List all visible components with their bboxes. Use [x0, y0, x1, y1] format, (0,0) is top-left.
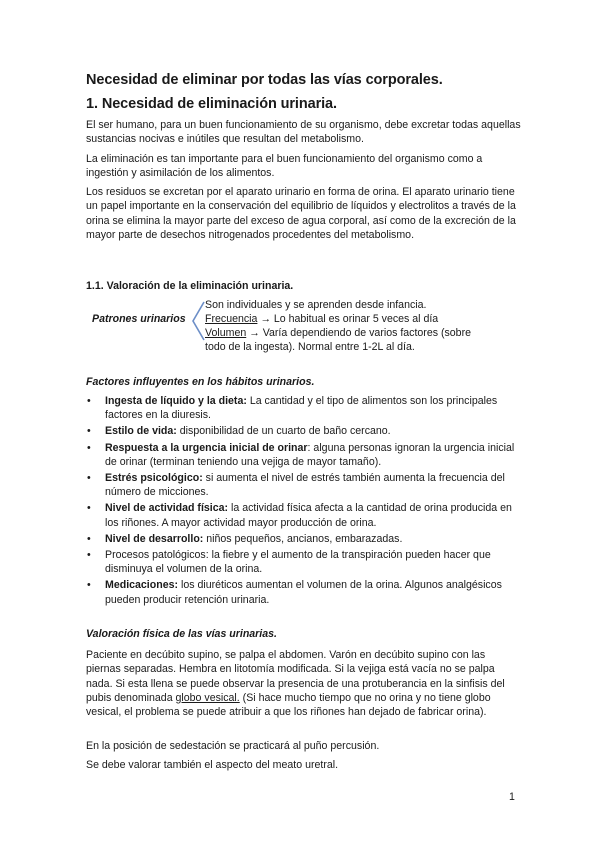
list-item: • Respuesta a la urgencia inicial de orinar: alguna personas ignoran la urgencia inicial de orinar (terminan teniendo una vejiga de mayor tamaño).	[87, 441, 515, 468]
brace-icon	[190, 300, 206, 344]
patrones-line-2	[205, 312, 525, 326]
volumen-term: Volumen	[205, 327, 247, 339]
bullet-icon: •	[87, 395, 91, 407]
paragraph-sedestacion: En la posición de sedestación se practicará al puño percusión.	[86, 740, 380, 752]
section-heading-1: 1. Necesidad de eliminación urinaria.	[86, 96, 337, 112]
paragraph-importance: La eliminación es tan importante para el buen funcionamiento del organismo como a ingestión y asimilación de los alimentos.	[86, 153, 483, 180]
paragraph-meato: Se debe valorar también el aspecto del meato uretral.	[86, 759, 339, 771]
bullet-icon: •	[87, 425, 91, 438]
list-item: • Estilo de vida: disponibilidad de un cuarto de baño cercano.	[87, 425, 391, 438]
bullet-icon: •	[87, 441, 91, 454]
list-item: • Estrés psicológico: si aumenta el nivel de estrés también aumenta la frecuencia del número de micciones.	[87, 472, 505, 499]
valoracion-heading: Valoración física de las vías urinarias.	[86, 628, 277, 640]
bullet-icon: •	[87, 532, 91, 545]
patrones-line-1: Son individuales y se aprenden desde infancia.	[205, 299, 427, 311]
frecuencia-term: Frecuencia	[205, 313, 258, 325]
factores-heading: Factores influyentes en los hábitos urinarios.	[86, 376, 315, 388]
list-item: • Nivel de desarrollo: niños pequeños, ancianos, embarazadas.	[87, 532, 403, 545]
bullet-icon: •	[87, 549, 91, 562]
bullet-icon: •	[87, 472, 91, 485]
patrones-label: Patrones urinarios	[92, 313, 186, 325]
factores-list	[86, 394, 526, 609]
document-title: Necesidad de eliminar por todas las vías corporales.	[86, 72, 443, 88]
volumen-text: → Varía dependiendo de varios factores (sobre	[246, 327, 471, 339]
list-item: • Medicaciones: los diuréticos aumentan el volumen de la orina. Algunos analgésicos pueden producir retención urinaria.	[87, 579, 502, 606]
paragraph-residues: Los residuos se excretan por el aparato urinario en forma de orina. El aparato urinario tiene un papel importante en la conservación del equilibrio de líquidos y electrolitos a través de la orina se elimina la mayor parte del exceso de agua corporal, así como de la excreción de la mayor parte de desechos nitrogenados procedentes del metabolismo.	[86, 186, 516, 241]
list-item: • Procesos patológicos: la fiebre y el aumento de la transpiración pueden hacer que disminuya el volumen de la orina.	[87, 549, 491, 576]
patrones-line-4: todo de la ingesta). Normal entre 1-2L al día.	[205, 341, 415, 353]
globo-vesical-term: globo vesical.	[175, 691, 240, 704]
patrones-line-3	[205, 326, 525, 340]
list-item: • Ingesta de líquido y la dieta: La cantidad y el tipo de alimentos son los principales factores en la diuresis.	[87, 395, 498, 422]
section-heading-1-1: 1.1. Valoración de la eliminación urinaria.	[86, 280, 294, 292]
paragraph-intro: El ser humano, para un buen funcionamiento de su organismo, debe excretar todas aquellas sustancias nocivas e inútiles que resultan del metabolismo.	[86, 119, 521, 146]
paragraph-valoracion: Paciente en decúbito supino, se palpa el abdomen. Varón en decúbito supino con las piernas separadas. Hembra en litotomía modificada. Si la vejiga está vacía no se palpa nada. Si esta llena se puede observar la presencia de una protuberancia en la sinfisis del pubis denominada globo vesical. (Si hace mucho tiempo que no orina y no tiene globo vesical, el problema se puede atribuir a que los riñones han dejado de fabricar orina).	[86, 649, 505, 719]
frecuencia-text: → Lo habitual es orinar 5 veces al día	[257, 313, 439, 325]
bullet-icon: •	[87, 502, 91, 515]
bullet-icon: •	[87, 579, 91, 592]
page-number: 1	[509, 791, 515, 803]
list-item: • Nivel de actividad física: la actividad física afecta a la cantidad de orina producida en los riñones. A mayor actividad mayor producción de orina.	[87, 502, 512, 529]
